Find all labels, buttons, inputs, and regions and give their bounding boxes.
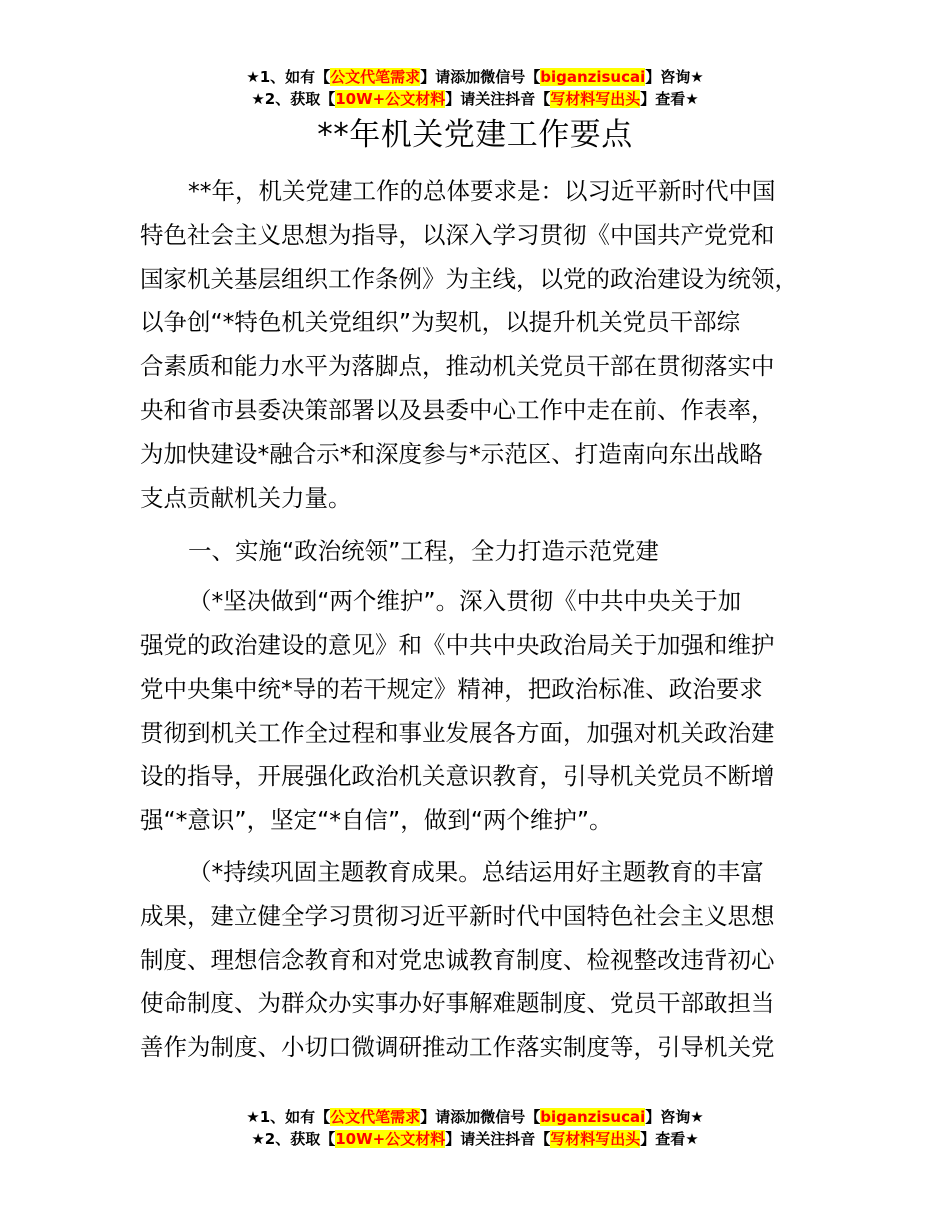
text-line: 贯彻到机关工作全过程和事业发展各方面，加强对机关政治建 xyxy=(140,718,775,747)
banner-text: 】请关注抖音【 xyxy=(445,90,551,108)
section-heading xyxy=(140,530,830,574)
banner-text: ★1、如有【 xyxy=(246,68,331,86)
text-line: 制度、理想信念教育和对党忠诚教育制度、检视整改违背初心 xyxy=(140,945,775,974)
text-line: 成果，建立健全学习贯彻习近平新时代中国特色社会主义思想 xyxy=(140,901,775,930)
banner-line-1 xyxy=(0,66,950,88)
paragraph-item-2 xyxy=(140,851,830,1070)
banner-highlight: 公文代笔需求 xyxy=(330,1108,421,1126)
banner-text: 】查看★ xyxy=(640,1130,699,1148)
text-line: 合素质和能力水平为落脚点，推动机关党员干部在贯彻落实中 xyxy=(140,352,775,381)
banner-douyin-id: 写材料写出头 xyxy=(550,1130,641,1148)
banner-text: 】请关注抖音【 xyxy=(445,1130,551,1148)
heading-line: 一、实施“政治统领”工程，全力打造示范党建 xyxy=(188,537,659,566)
text-line: 设的指导，开展强化政治机关意识教育，引导机关党员不断增 xyxy=(140,762,775,791)
banner-text: 】查看★ xyxy=(640,90,699,108)
banner-text: 】请添加微信号【 xyxy=(420,1108,541,1126)
text-line: 使命制度、为群众办实事办好事解难题制度、党员干部敢担当 xyxy=(140,989,775,1018)
banner-wechat-id: biganzisucai xyxy=(540,1108,646,1126)
banner-line-2 xyxy=(0,1128,950,1150)
text-line: 为加快建设*融合示*和深度参与*示范区、打造南向东出战略 xyxy=(140,439,763,468)
text-line: （*坚决做到“两个维护”。深入贯彻《中共中央关于加 xyxy=(188,587,742,616)
text-line: （*持续巩固主题教育成果。总结运用好主题教育的丰富 xyxy=(188,857,764,886)
banner-text: ★1、如有【 xyxy=(246,1108,331,1126)
text-line: 国家机关基层组织工作条例》为主线，以党的政治建设为统领， xyxy=(140,264,798,293)
paragraph-item-1 xyxy=(140,580,830,843)
text-line: 以争创“*特色机关党组织”为契机，以提升机关党员干部综 xyxy=(140,308,741,337)
header-banner xyxy=(0,66,950,110)
banner-text: 】请添加微信号【 xyxy=(420,68,541,86)
banner-highlight: 公文代笔需求 xyxy=(330,68,421,86)
text-line: 强党的政治建设的意见》和《中共中央政治局关于加强和维护 xyxy=(140,630,775,659)
paragraph-intro xyxy=(140,170,830,520)
footer-banner xyxy=(0,1106,950,1150)
text-line: 党中央集中统*导的若干规定》精神，把政治标准、政治要求 xyxy=(140,674,763,703)
text-line: 央和省市县委决策部署以及县委中心工作中走在前、作表率， xyxy=(140,395,775,424)
text-line: 强“*意识”，坚定“*自信”，做到“两个维护”。 xyxy=(140,806,613,835)
banner-text: 】咨询★ xyxy=(645,68,704,86)
banner-line-2 xyxy=(0,88,950,110)
text-line: **年，机关党建工作的总体要求是：以习近平新时代中国 xyxy=(188,177,776,205)
banner-text: ★2、获取【 xyxy=(251,1130,336,1148)
text-line: 特色社会主义思想为指导，以深入学习贯彻《中国共产党党和 xyxy=(140,220,775,249)
banner-text: ★2、获取【 xyxy=(251,90,336,108)
document-title: **年机关党建工作要点 xyxy=(317,117,633,153)
banner-text: 】咨询★ xyxy=(645,1108,704,1126)
banner-highlight: 10W+公文材料 xyxy=(335,1130,446,1148)
banner-douyin-id: 写材料写出头 xyxy=(550,90,641,108)
document-body xyxy=(140,170,830,1070)
text-line: 善作为制度、小切口微调研推动工作落实制度等，引导机关党 xyxy=(140,1033,775,1062)
banner-highlight: 10W+公文材料 xyxy=(335,90,446,108)
banner-line-1 xyxy=(0,1106,950,1128)
text-line: 支点贡献机关力量。 xyxy=(140,483,352,512)
banner-wechat-id: biganzisucai xyxy=(540,68,646,86)
